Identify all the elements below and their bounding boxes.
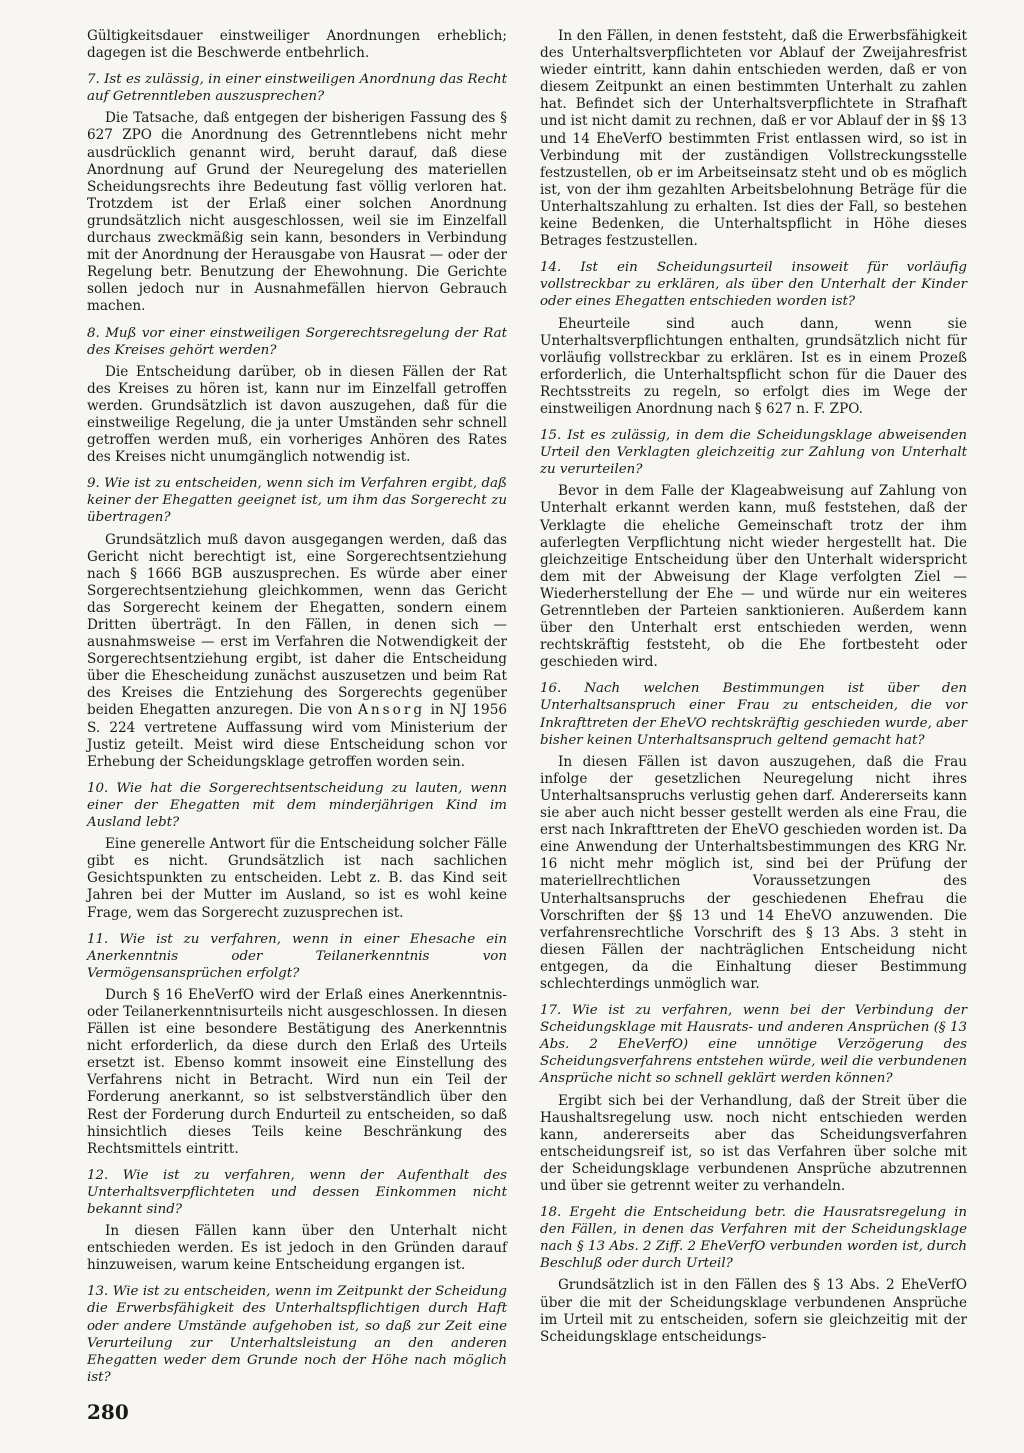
answer-9-part-2: in NJ 1956 S. 224 vertretene Auffassung wird vom Ministerium der Justiz geteilt. Meist wird diese Entscheidung schon vor Erhebung der Scheidungsklage getroffen worden sein. xyxy=(87,702,507,770)
question-12: 12. Wie ist zu verfahren, wenn der Aufenthalt des Unterhaltsverpflichteten und dessen Einkommen nicht bekannt sind? xyxy=(87,1167,507,1217)
question-11: 11. Wie ist zu verfahren, wenn in einer Ehesache ein Anerkenntnis oder Teilanerkenntnis von Vermögensansprüchen erfolgt? xyxy=(87,931,507,981)
answer-12: In diesen Fällen kann über den Unterhalt nicht entschieden werden. Es ist jedoch in den Gründen darauf hinzuweisen, warum keine Entscheidung ergangen ist. xyxy=(87,1223,507,1274)
question-8: 8. Muß vor einer einstweiligen Sorgerechtsregelung der Rat des Kreises gehört werden? xyxy=(87,325,507,358)
answer-10: Eine generelle Antwort für die Entscheidung solcher Fälle gibt es nicht. Grundsätzlich ist nach sachlichen Gesichtspunkten zu entscheiden. Lebt z. B. das Kind seit Jahren bei der Mutter im Ausland, so ist es wohl keine Frage, wem das Sorgerecht zuzusprechen ist. xyxy=(87,836,507,921)
question-15: 15. Ist es zulässig, in dem die Scheidungsklage abweisenden Urteil den Verklagten gleichzeitig zur Zahlung von Unterhalt zu verurteilen? xyxy=(540,428,967,478)
question-10: 10. Wie hat die Sorgerechtsentscheidung zu lauten, wenn einer der Ehegatten mit dem minderjährigen Kind im Ausland lebt? xyxy=(87,780,507,831)
answer-7: Die Tatsache, daß entgegen der bisherigen Fassung des § 627 ZPO die Anordnung des Getrenntlebens nicht mehr ausdrücklich genannt wird, beruht darauf, daß diese Anordnung auf Grund der Neuregelung des materiellen Scheidungsrechts ihre Bedeutung fast völlig verloren hat. Trotzdem ist der Erlaß einer solchen Anordnung grundsätzlich nicht ausgeschlossen, weil sie im Einzelfall durchaus zweckmäßig sein kann, besonders in Verbindung mit der Anordnung der Herausgabe von Hausrat — oder der Regelung betr. Benutzung der Ehewohnung. Die Gerichte sollen jedoch nur in Ausnahmefällen hiervon Gebrauch machen. xyxy=(87,110,507,315)
right-column xyxy=(540,28,967,1346)
question-7: 7. Ist es zulässig, in einer einstweiligen Anordnung das Recht auf Getrenntleben auszusprechen? xyxy=(87,72,507,105)
answer-15: Bevor in dem Falle der Klageabweisung auf Zahlung von Unterhalt erkannt werden kann, muß feststehen, daß der Verklagte die eheliche Gemeinschaft trotz der ihm auferlegten Verpflichtung nicht wieder hergestellt hat. Die gleichzeitige Entscheidung über den Unterhalt widerspricht dem mit der Abweisung der Klage verfolgten Ziel — Wiederherstellung der Ehe — und würde nur ein weiteres Getrenntleben der Parteien sanktionieren. Außerdem kann über den Unterhalt erst entschieden werden, wenn rechtskräftig feststeht, ob die Ehe fortbesteht oder geschieden wird. xyxy=(540,483,967,671)
question-14: 14. Ist ein Scheidungsurteil insoweit für vorläufig vollstreckbar zu erklären, als über den Unterhalt der Kinder oder eines Ehegatten entschieden worden ist? xyxy=(540,260,967,310)
answer-11: Durch § 16 EheVerfO wird der Erlaß eines Anerkenntnis- oder Teilanerkenntnisurteils nicht ausgeschlossen. In diesen Fällen ist eine besondere Bestätigung des Anerkenntnis nicht erforderlich, da diese durch den Erlaß des Urteils ersetzt ist. Ebenso kommt insoweit eine Einstellung des Verfahrens nicht in Betracht. Wird nun ein Teil der Forderung anerkannt, so ist selbstverständlich über den Rest der Forderung durch Endurteil zu entscheiden, so daß hinsichtlich dieses Teils keine Beschränkung des Rechtsmittels eintritt. xyxy=(87,986,507,1157)
question-9: 9. Wie ist zu entscheiden, wenn sich im Verfahren ergibt, daß keiner der Ehegatten geeignet ist, um ihm das Sorgerecht zu übertragen? xyxy=(87,476,507,526)
question-16: 16. Nach welchen Bestimmungen ist über den Unterhaltsanspruch einer Frau zu entscheiden, die vor Inkrafttreten der EheVO rechtskräftig geschieden wurde, aber bisher keinen Unterhaltsanspruch geltend gemacht hat? xyxy=(540,681,967,748)
continued-paragraph: Gültigkeitsdauer einstweiliger Anordnungen erheblich; dagegen ist die Beschwerde entbehrlich. xyxy=(87,28,507,62)
answer-18: Grundsätzlich ist in den Fällen des § 13 Abs. 2 EheVerfO über die mit der Scheidungsklage verbundenen Ansprüche im Urteil mit zu entscheiden, sofern sie gleichzeitig mit der Scheidungsklage entscheidungs- xyxy=(540,1277,967,1345)
page-number: 280 xyxy=(87,1400,129,1424)
answer-8: Die Entscheidung darüber, ob in diesen Fällen der Rat des Kreises zu hören ist, kann nur im Einzelfall getroffen werden. Grundsätzlich ist davon auszugehen, daß für die einstweilige Regelung, die ja unter Umständen sehr schnell getroffen werden muß, ein vorheriges Anhören des Rates des Kreises nicht unumgänglich notwendig ist. xyxy=(87,363,507,466)
answer-16: In diesen Fällen ist davon auszugehen, daß die Frau infolge der gesetzlichen Neuregelung nicht ihres Unterhaltsanspruchs verlustig gehen darf. Andererseits kann sie aber auch nicht besser gestellt werden als eine Frau, die erst nach Inkrafttreten der EheVO geschieden worden ist. Da eine Anwendung der Unterhaltsbestimmungen des KRG Nr. 16 nicht mehr möglich ist, sind bei der Prüfung der materiellrechtlichen Voraussetzungen des Unterhaltsanspruchs der geschiedenen Ehefrau die Vorschriften der §§ 13 und 14 EheVO anzuwenden. Die verfahrensrechtliche Vorschrift des § 13 Abs. 3 steht in diesen Fällen der nachträglichen Entscheidung nicht entgegen, da die Einhaltung dieser Bestimmung schlechterdings unmöglich war. xyxy=(540,753,967,992)
question-13: 13. Wie ist zu entscheiden, wenn im Zeitpunkt der Scheidung die Erwerbsfähigkeit des Unterhaltspflichtigen durch Haft oder andere Umstände aufgehoben ist, so daß zur Zeit eine Verurteilung zur Unterhaltsleistung an den anderen Ehegatten weder dem Grunde noch der Höhe nach möglich ist? xyxy=(87,1284,507,1385)
cited-author: Ansorg xyxy=(358,702,426,719)
answer-9-part-1: Grundsätzlich muß davon ausgegangen werden, daß das Gericht nicht berechtigt ist, eine Sorgerechtsentziehung nach § 1666 BGB auszusprechen. Es würde aber einer Sorgerechtsentziehung gleichkommen, wenn das Gericht das Sorgerecht keinem der Ehegatten, sondern einem Dritten überträgt. In den Fällen, in denen sich — ausnahmsweise — erst im Verfahren die Notwendigkeit der Sorgerechtsentziehung ergibt, ist daher die Entscheidung über die Ehescheidung zunächst auszusetzen und beim Rat des Kreises die Entziehung des Sorgerechts gegenüber beiden Ehegatten anzuregen. Die von xyxy=(87,531,507,719)
answer-14: Eheurteile sind auch dann, wenn sie Unterhaltsverpflichtungen enthalten, grundsätzlich nicht für vorläufig vollstreckbar zu erklären. Ist es in einem Prozeß erforderlich, die Unterhaltspflicht schon für die Dauer des Rechtsstreits zu regeln, so erfolgt dies im Wege der einstweiligen Anordnung nach § 627 n. F. ZPO. xyxy=(540,315,967,417)
question-17: 17. Wie ist zu verfahren, wenn bei der Verbindung der Scheidungsklage mit Hausrats- und anderen Ansprüchen (§ 13 Abs. 2 EheVerfO) eine unnötige Verzögerung des Scheidungsverfahrens entstehen würde, weil die verbundenen Ansprüche nicht so schnell geklärt werden können? xyxy=(540,1003,967,1087)
answer-9 xyxy=(87,532,507,771)
question-18: 18. Ergeht die Entscheidung betr. die Hausratsregelung in den Fällen, in denen das Verfahren mit der Scheidungsklage nach § 13 Abs. 2 Ziff. 2 EheVerfO verbunden worden ist, durch Beschluß oder durch Urteil? xyxy=(540,1205,967,1272)
answer-13: In den Fällen, in denen feststeht, daß die Erwerbsfähigkeit des Unterhaltsverpflichteten vor Ablauf der Zweijahresfrist wieder eintritt, kann dahin entschieden werden, daß er von diesem Zeitpunkt an einen bestimmten Unterhalt zu zahlen hat. Befindet sich der Unterhaltsverpflichtete in Strafhaft und ist nicht damit zu rechnen, daß er vor Ablauf der in §§ 13 und 14 EheVerfO bestimmten Frist entlassen wird, so ist in Verbindung mit der zuständigen Vollstreckungsstelle festzustellen, ob er im Arbeitseinsatz steht und ob es möglich ist, von der ihm gezahlten Arbeitsbelohnung Beträge für die Unterhaltszahlung zu erhalten. Ist dies der Fall, so bestehen keine Bedenken, die Unterhaltspflicht in Höhe dieses Betrages festzustellen. xyxy=(540,28,967,250)
answer-17: Ergibt sich bei der Verhandlung, daß der Streit über die Haushaltsregelung usw. noch nicht entschieden werden kann, andererseits aber das Scheidungsverfahren entscheidungsreif ist, so ist das Verfahren über solche mit der Scheidungsklage verbundenen Ansprüche abzutrennen und über sie getrennt weiter zu verhandeln. xyxy=(540,1092,967,1194)
left-column xyxy=(87,28,507,1391)
